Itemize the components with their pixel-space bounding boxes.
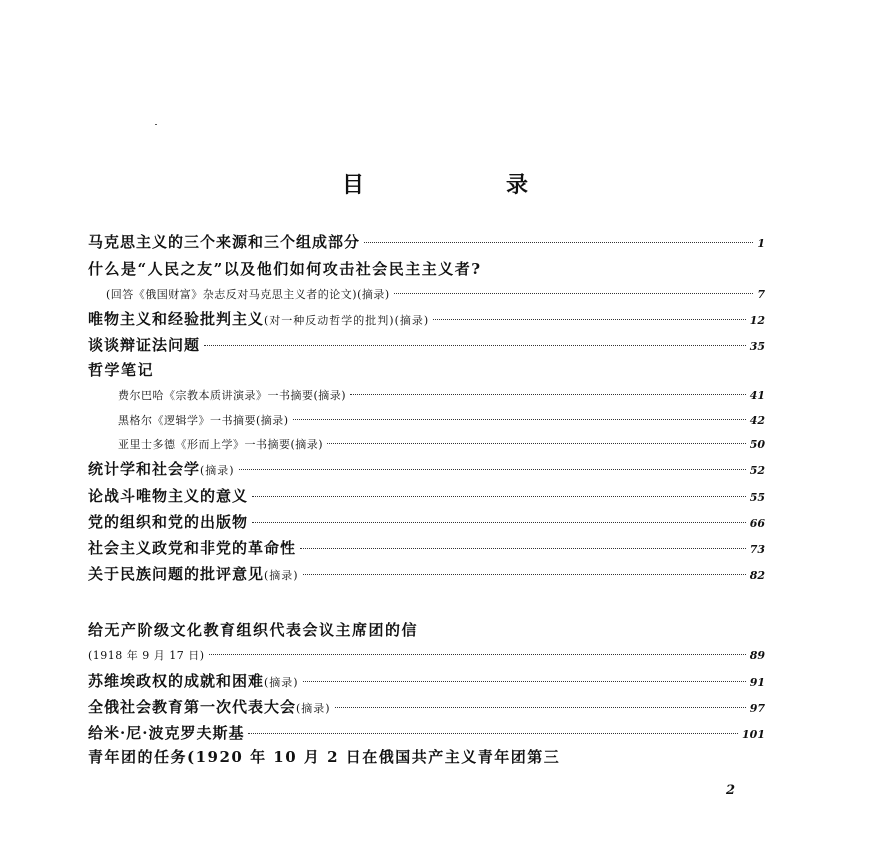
entry-main: 关于民族问题的批评意见 [88,565,265,583]
toc-entry[interactable] [88,646,765,666]
entry-title [88,697,331,719]
page-number: 50 [749,438,765,451]
toc-entry[interactable] [88,259,765,279]
page-number: 52 [749,464,765,477]
toc-entry[interactable] [106,285,765,305]
toc-entry[interactable] [88,360,765,380]
leader-dots [364,242,753,243]
page-folio: 2 [726,783,736,798]
leader-dots [335,707,746,708]
toc-entry[interactable] [88,697,765,719]
entry-note: (摘录) [264,569,299,582]
entry-title [88,671,299,693]
entry-title: 黑格尔《逻辑学》一书摘要(摘录) [118,414,289,427]
entry-title: 论战斗唯物主义的意义 [88,487,249,505]
leader-dots [350,394,746,395]
page-number: 91 [749,676,765,689]
entry-title [88,564,299,586]
page-number: 7 [757,288,765,301]
leader-dots [239,469,746,470]
leader-dots [394,293,754,294]
page-number: 1 [757,237,765,250]
entry-title: 亚里士多德《形而上学》一书摘要(摘录) [118,438,324,451]
leader-dots [204,345,746,346]
toc-entry[interactable] [88,538,765,560]
toc-entry[interactable] [88,620,765,640]
entry-title: 谈谈辩证法问题 [88,336,201,354]
page-number: 12 [749,314,765,327]
leader-dots [293,419,746,420]
leader-dots [303,574,746,575]
toc-entry[interactable] [118,386,765,406]
toc-entry[interactable] [118,435,765,455]
leader-dots [209,654,746,655]
entry-title [88,309,429,331]
entry-title: (回答《俄国财富》杂志反对马克思主义者的论文)(摘录) [106,288,390,301]
page-number: 55 [749,491,765,504]
toc-entry[interactable] [88,232,765,254]
toc-entry[interactable] [88,564,765,586]
leader-dots [252,496,746,497]
page-title: 目 录 [341,173,588,198]
page-number: 101 [742,728,765,741]
entry-main: 统计学和社会学 [88,460,201,478]
entry-main: 苏维埃政权的成就和困难 [88,672,265,690]
toc-entry[interactable] [88,512,765,534]
page-number: 41 [749,389,765,402]
entry-note: (摘录) [200,464,235,477]
page-number: 89 [749,649,765,662]
leader-dots [300,548,746,549]
toc-entry[interactable] [88,671,765,693]
toc-entry[interactable] [88,723,765,745]
page-number: 73 [749,543,765,556]
entry-title [88,459,235,481]
leader-dots [327,443,746,444]
page-number: 82 [749,569,765,582]
toc-entry[interactable] [88,486,765,508]
entry-title: 哲学笔记 [88,361,155,379]
entry-title: 给米·尼·波克罗夫斯基 [88,724,245,742]
leader-dots [248,733,738,734]
leader-dots [303,681,746,682]
entry-note: (摘录) [264,676,299,689]
entry-main: 唯物主义和经验批判主义 [88,310,265,328]
entry-title: (1918 年 9 月 17 日) [88,649,205,662]
entry-title: 马克思主义的三个来源和三个组成部分 [88,233,361,251]
entry-title: 什么是“人民之友”以及他们如何攻击社会民主主义者? [88,260,482,278]
toc-entry[interactable] [88,459,765,481]
page-number: 97 [749,702,765,715]
toc-entry[interactable] [88,309,765,331]
entry-title: 费尔巴哈《宗教本质讲演录》一书摘要(摘录) [118,389,347,402]
entry-note: (对一种反动哲学的批判)(摘录) [264,314,430,327]
leader-dots [252,522,746,523]
entry-title: 青年团的任务(1920 年 10 月 2 日在俄国共产主义青年团第三 [88,748,561,766]
page-number: 42 [749,414,765,427]
leader-dots [433,319,746,320]
toc-entry[interactable] [88,747,765,767]
entry-title: 社会主义政党和非党的革命性 [88,539,297,557]
entry-title: 党的组织和党的出版物 [88,513,249,531]
scan-speck [155,124,157,125]
page-number: 66 [749,517,765,530]
page-number: 35 [749,340,765,353]
entry-title: 给无产阶级文化教育组织代表会议主席团的信 [88,621,419,639]
entry-note: (摘录) [296,702,331,715]
toc-entry[interactable] [88,335,765,357]
entry-main: 全俄社会教育第一次代表大会 [88,698,297,716]
toc-entry[interactable] [118,411,765,431]
